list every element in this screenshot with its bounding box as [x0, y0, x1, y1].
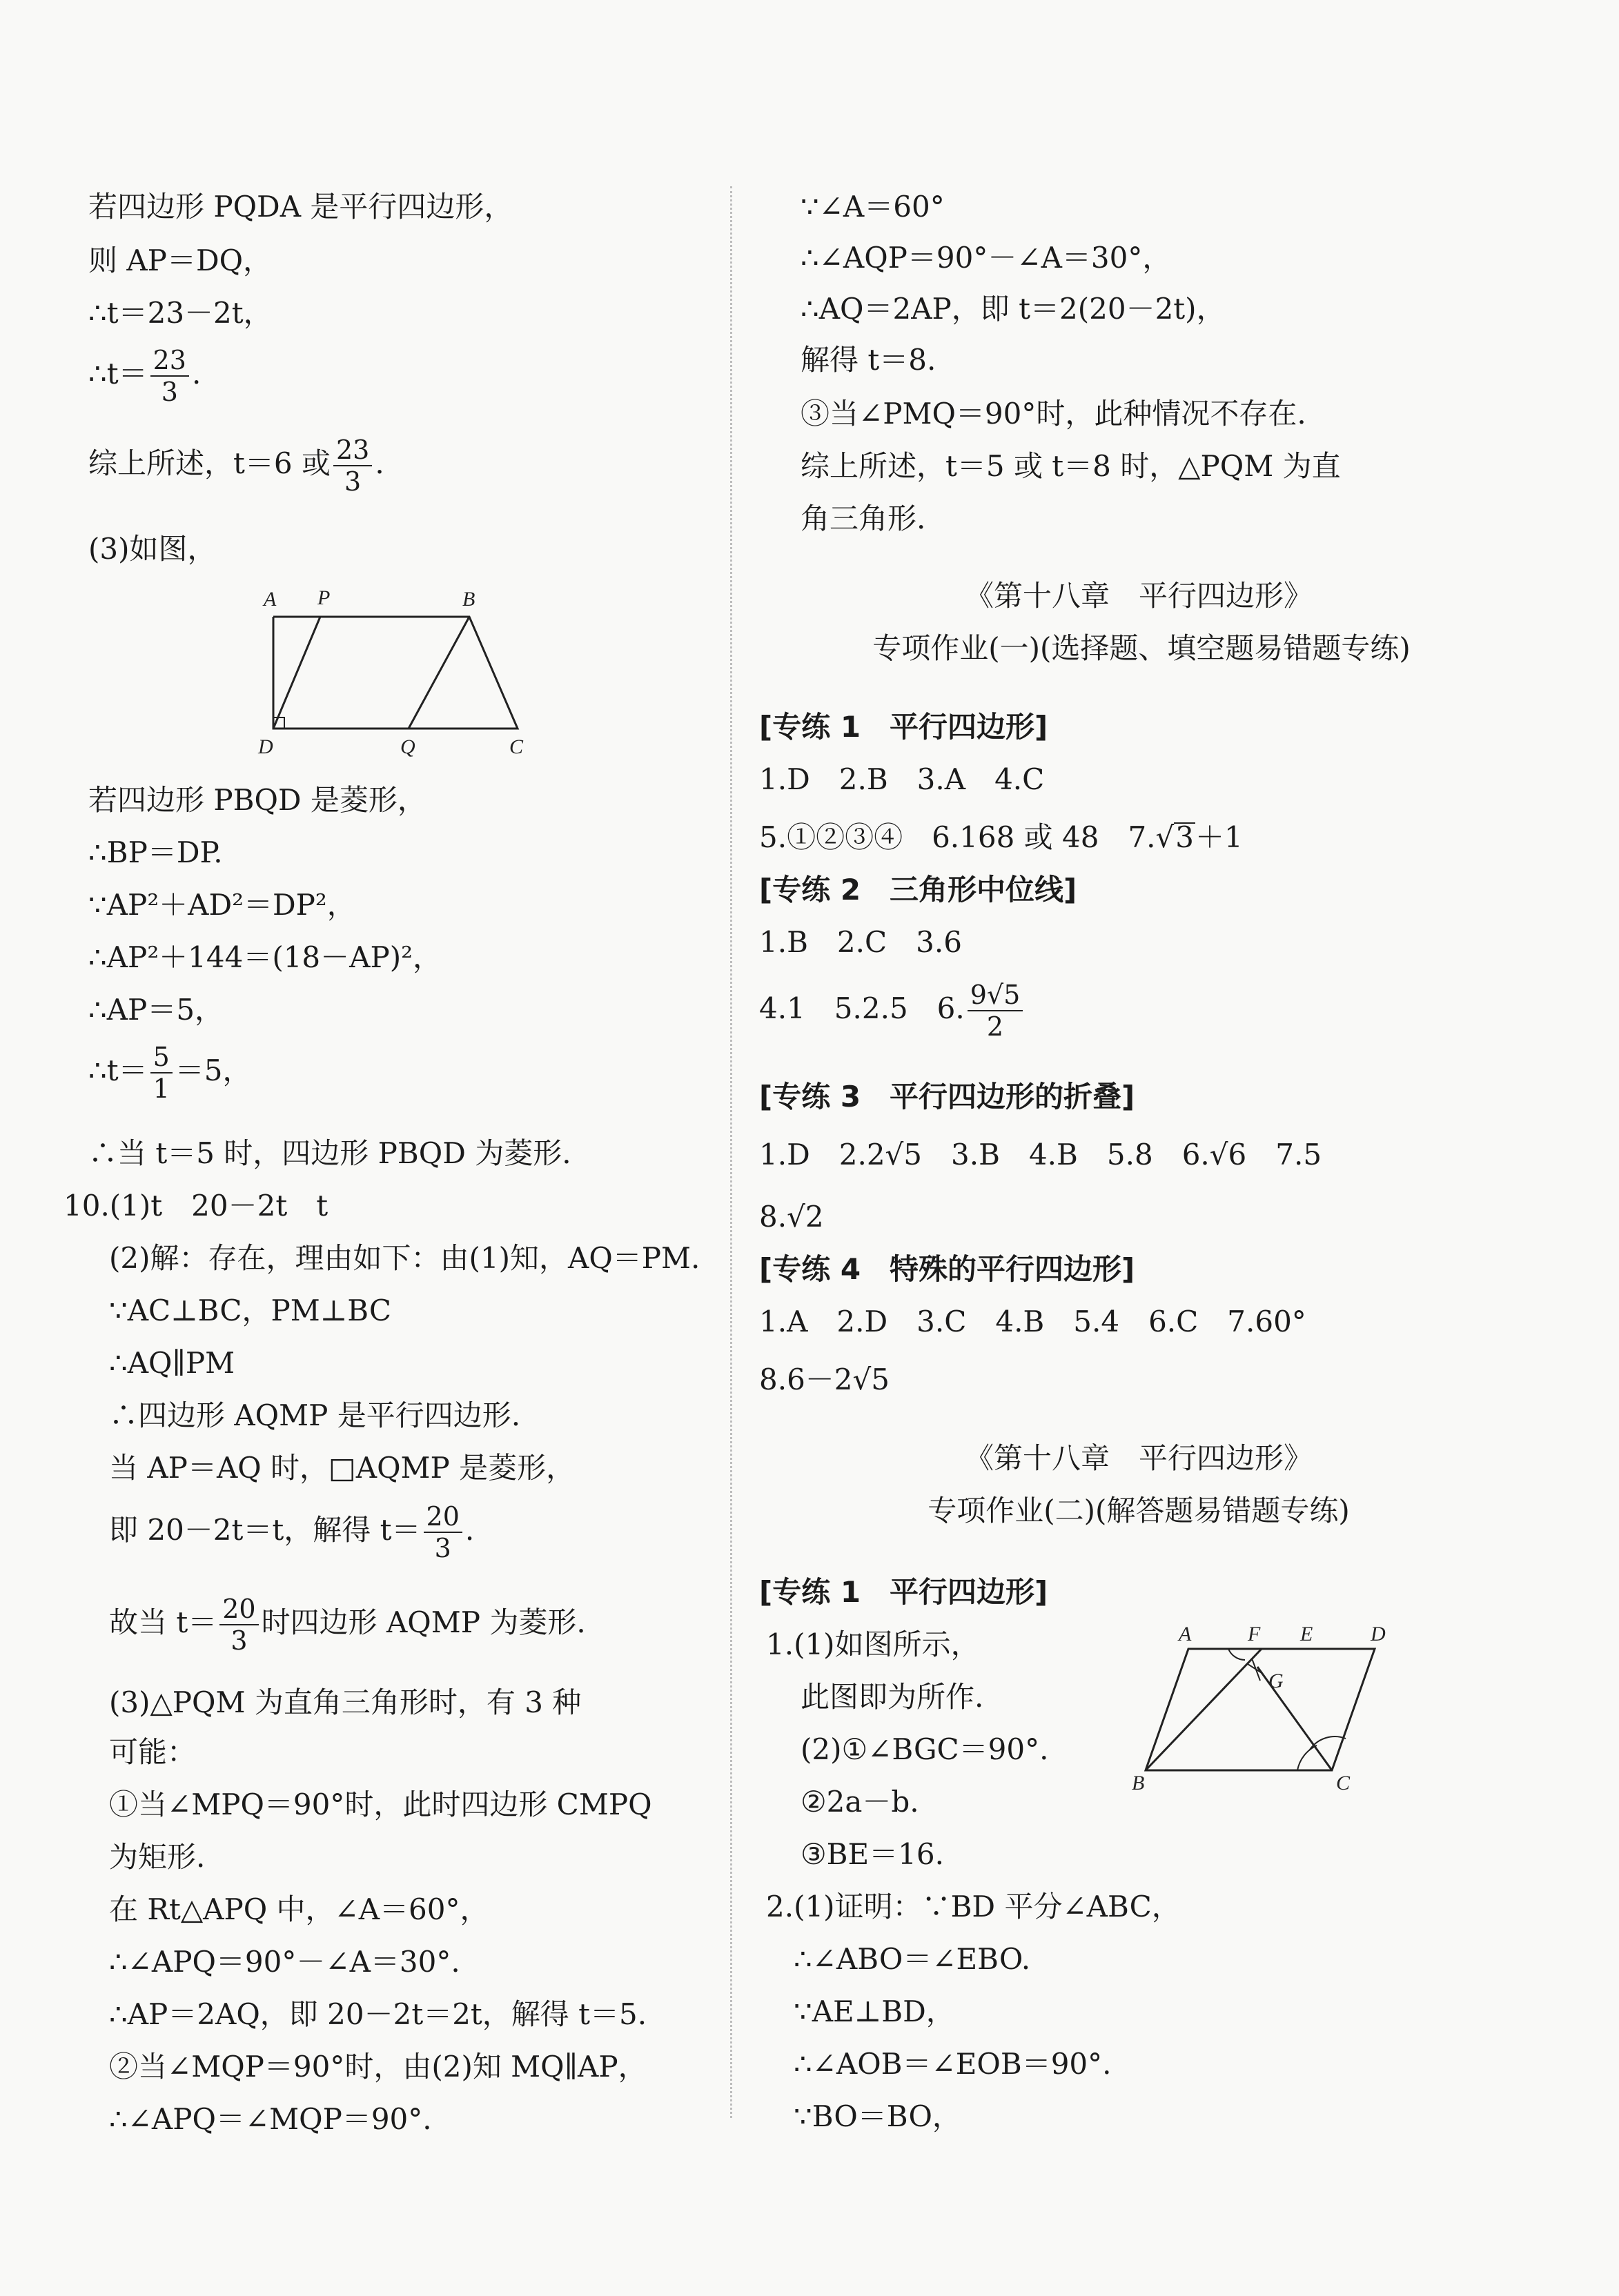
answer-line: 1.D 2.2√5 3.B 4.B 5.8 6.√6 7.5	[759, 1138, 1322, 1171]
answer-line: ③BE＝16.	[801, 1837, 944, 1871]
text-line	[88, 345, 201, 407]
text-fragment: ∴t＝	[88, 1053, 148, 1087]
text-line: ③当∠PMQ＝90°时，此种情况不存在.	[801, 397, 1306, 430]
answer-line: 此图即为所作.	[801, 1680, 984, 1714]
text-line: ∴AP＝2AQ，即 20－2t＝2t，解得 t＝5.	[109, 1997, 647, 2031]
answer-line: 1.A 2.D 3.C 4.B 5.4 6.C 7.60°	[759, 1305, 1306, 1338]
answer-line: ∴∠AOB＝∠EOB＝90°.	[794, 2047, 1112, 2081]
chapter-heading: 《第十八章 平行四边形》	[964, 1441, 1313, 1475]
answer-line: 1.(1)如图所示，	[766, 1627, 980, 1661]
denominator: 3	[344, 466, 362, 497]
label-d: D	[258, 735, 273, 758]
numerator: 23	[150, 345, 189, 377]
denominator: 1	[153, 1073, 170, 1104]
text-line	[88, 435, 384, 497]
text-line: ∴AP²＋144＝(18－AP)²，	[88, 940, 442, 974]
radicand: 3	[1175, 820, 1195, 854]
label-d: D	[1371, 1623, 1386, 1645]
label-f: F	[1248, 1623, 1261, 1645]
text-line: 角三角形.	[801, 502, 926, 535]
text-fragment: .	[191, 357, 202, 390]
label-c: C	[1336, 1772, 1351, 1794]
text-line: 若四边形 PBQD 是菱形，	[88, 783, 426, 817]
text-line: ∵AP²＋AD²＝DP²，	[88, 888, 356, 922]
chapter-heading: 《第十八章 平行四边形》	[964, 579, 1313, 613]
label-a: A	[264, 588, 277, 611]
text-line: ∴t＝23－2t，	[88, 296, 273, 330]
label-b: B	[462, 588, 475, 611]
label-g: G	[1268, 1670, 1284, 1692]
fraction	[150, 345, 189, 407]
text-fragment: ＝5，	[175, 1053, 252, 1087]
rhombus-figure	[248, 581, 538, 760]
answer-line: ∵BO＝BO，	[794, 2099, 961, 2133]
text-line: ∴∠APQ＝∠MQP＝90°.	[109, 2102, 432, 2136]
fraction	[333, 435, 372, 497]
text-line: ∴AQ＝2AP，即 t＝2(20－2t)，	[801, 292, 1226, 326]
answer-line: (2)①∠BGC＝90°.	[801, 1732, 1049, 1766]
fraction	[150, 1042, 173, 1104]
numerator: 20	[424, 1501, 462, 1533]
text-line: ∴∠AQP＝90°－∠A＝30°，	[801, 241, 1172, 275]
text-fragment: 时四边形 AQMP 为菱形.	[261, 1605, 586, 1639]
text-line: ②当∠MQP＝90°时，由(2)知 MQ∥AP，	[109, 2050, 647, 2084]
answer-line: ②2a－b.	[801, 1785, 919, 1819]
numerator: 5	[150, 1042, 173, 1073]
section-heading: 专项作业(二)(解答题易错题专练)	[928, 1494, 1350, 1527]
answer-line: 1.B 2.C 3.6	[759, 925, 962, 959]
fraction	[968, 980, 1023, 1042]
text-line: (3)如图，	[88, 532, 217, 566]
text-line: ∴四边形 AQMP 是平行四边形.	[109, 1398, 521, 1432]
label-c: C	[509, 735, 524, 758]
label-q: Q	[400, 735, 415, 758]
text-line: 当 AP＝AQ 时，□AQMP 是菱形，	[109, 1451, 576, 1485]
text-line: 若四边形 PQDA 是平行四边形，	[88, 190, 513, 224]
label-p: P	[317, 586, 331, 609]
text-line: ∵AC⊥BC，PM⊥BC	[109, 1294, 392, 1327]
denominator: 3	[230, 1625, 248, 1656]
text-line: 解得 t＝8.	[801, 343, 936, 377]
denominator: 3	[434, 1533, 451, 1563]
label-b: B	[1132, 1772, 1145, 1794]
text-line: (2)解：存在，理由如下：由(1)知，AQ＝PM.	[109, 1241, 700, 1275]
text-line: ∴∠APQ＝90°－∠A＝30°.	[109, 1945, 460, 1979]
text-line: ∴当 t＝5 时，四边形 PBQD 为菱形.	[88, 1136, 571, 1170]
section-heading: 专项作业(一)(选择题、填空题易错题专练)	[872, 631, 1411, 665]
text-line: 10.(1)t 20－2t t	[63, 1189, 328, 1223]
subsection-heading: [专练 4 特殊的平行四边形]	[759, 1252, 1135, 1286]
column-divider	[730, 186, 732, 2118]
subsection-heading: [专练 3 平行四边形的折叠]	[759, 1080, 1135, 1114]
parallelogram-figure	[1125, 1621, 1401, 1801]
answer-line: 5.①②③④ 6.168 或 48 7.√3＋1	[759, 820, 1243, 854]
text-line: 在 Rt△APQ 中，∠A＝60°，	[109, 1892, 489, 1926]
text-line	[88, 1042, 252, 1104]
text-line: (3)△PQM 为直角三角形时，有 3 种	[109, 1685, 582, 1719]
text-fragment: .	[375, 446, 384, 480]
answer-line: 1.D 2.B 3.A 4.C	[759, 762, 1045, 796]
answer-line	[759, 980, 1026, 1042]
text-line: 则 AP＝DQ，	[88, 244, 273, 277]
text-line: ∴BP＝DP.	[88, 835, 223, 869]
subsection-heading: [专练 1 平行四边形]	[759, 1575, 1048, 1609]
answer-line: 8.6－2√5	[759, 1363, 890, 1396]
numerator: 9√5	[968, 980, 1023, 1011]
text-fragment: .	[464, 1513, 475, 1547]
text-fragment: 4.1 5.2.5 6.	[759, 991, 965, 1025]
subsection-heading: [专练 1 平行四边形]	[759, 710, 1048, 744]
answer-line: ∴∠ABO＝∠EBO.	[794, 1942, 1031, 1976]
text-line: ∴AQ∥PM	[109, 1346, 235, 1380]
text-fragment: 5.①②③④ 6.168 或 48 7.	[759, 820, 1156, 854]
text-line: 为矩形.	[109, 1840, 206, 1874]
text-line	[109, 1594, 586, 1656]
fraction	[424, 1501, 462, 1563]
denominator: 2	[986, 1011, 1004, 1042]
label-a: A	[1179, 1623, 1192, 1645]
text-line: ①当∠MPQ＝90°时，此时四边形 CMPQ	[109, 1788, 652, 1821]
fraction	[219, 1594, 258, 1656]
text-fragment: 即 20－2t＝t，解得 t＝	[109, 1513, 421, 1547]
text-line: ∴AP＝5，	[88, 993, 224, 1027]
text-fragment: ＋1	[1195, 820, 1243, 854]
answer-line: ∵AE⊥BD，	[794, 1995, 955, 2028]
answer-line: 8.√2	[759, 1200, 824, 1234]
text-fragment: 故当 t＝	[109, 1605, 217, 1639]
denominator: 3	[161, 377, 178, 407]
text-line: ∵∠A＝60°	[801, 190, 945, 224]
numerator: 20	[219, 1594, 258, 1625]
text-fragment: ∴t＝	[88, 357, 148, 390]
numerator: 23	[333, 435, 372, 466]
label-e: E	[1300, 1623, 1313, 1645]
subsection-heading: [专练 2 三角形中位线]	[759, 873, 1077, 907]
text-line	[109, 1501, 474, 1563]
text-fragment: 综上所述，t＝6 或	[88, 446, 331, 480]
answer-line: 2.(1)证明：∵BD 平分∠ABC，	[766, 1890, 1181, 1923]
text-line: 综上所述，t＝5 或 t＝8 时，△PQM 为直	[801, 449, 1341, 483]
text-line: 可能：	[109, 1735, 197, 1769]
